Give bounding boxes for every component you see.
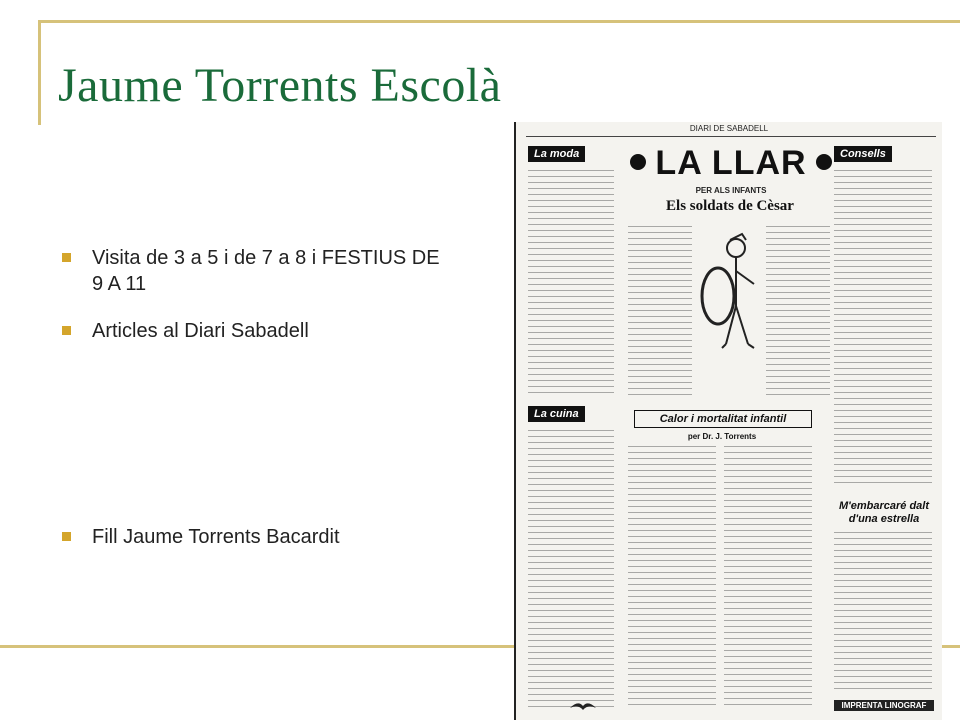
left-rule-line xyxy=(38,20,41,125)
center-column-text-a xyxy=(628,226,692,396)
left-column-text xyxy=(528,170,614,396)
bottom-article-text-a xyxy=(628,446,716,710)
masthead-rule xyxy=(526,136,936,137)
center-column-text-b xyxy=(766,226,830,396)
slide-title: Jaume Torrents Escolà xyxy=(58,59,502,112)
imprenta-advert: IMPRENTA LINOGRAF xyxy=(834,700,934,711)
bullet-text: Fill Jaume Torrents Bacardit xyxy=(92,526,340,548)
bullet-square-icon xyxy=(62,253,71,262)
right-column-text xyxy=(834,170,932,488)
article-title-embarcare: M'embarcaré dalt d'una estrella xyxy=(838,500,930,525)
bullet-square-icon xyxy=(62,532,71,541)
top-rule-line xyxy=(38,20,960,23)
left-column-text-2 xyxy=(528,430,614,710)
box-la-cuina: La cuina xyxy=(528,406,585,422)
bullet-text: Visita de 3 a 5 i de 7 a 8 i FESTIUS DE 9 A 11 xyxy=(92,247,440,295)
roman-soldier-illustration xyxy=(696,226,762,356)
bullet-text: Articles al Diari Sabadell xyxy=(92,320,309,342)
newspaper-masthead: DIARI DE SABADELL xyxy=(689,124,769,133)
article-title-calor: Calor i mortalitat infantil xyxy=(634,410,812,428)
right-column-text-2 xyxy=(834,532,932,692)
la-llar-subtitle: PER ALS INFANTS xyxy=(695,186,767,195)
box-consells: Consells xyxy=(834,146,892,162)
bird-ornament-icon xyxy=(568,698,598,714)
bullet-square-icon xyxy=(62,326,71,335)
article-author: per Dr. J. Torrents xyxy=(687,432,757,441)
la-llar-heading: LA LLAR xyxy=(655,144,807,182)
box-la-moda: La moda xyxy=(528,146,585,162)
bottom-article-text-b xyxy=(724,446,812,710)
article-title-soldats: Els soldats de Cèsar xyxy=(666,198,794,214)
newspaper-clipping-image xyxy=(514,122,942,720)
